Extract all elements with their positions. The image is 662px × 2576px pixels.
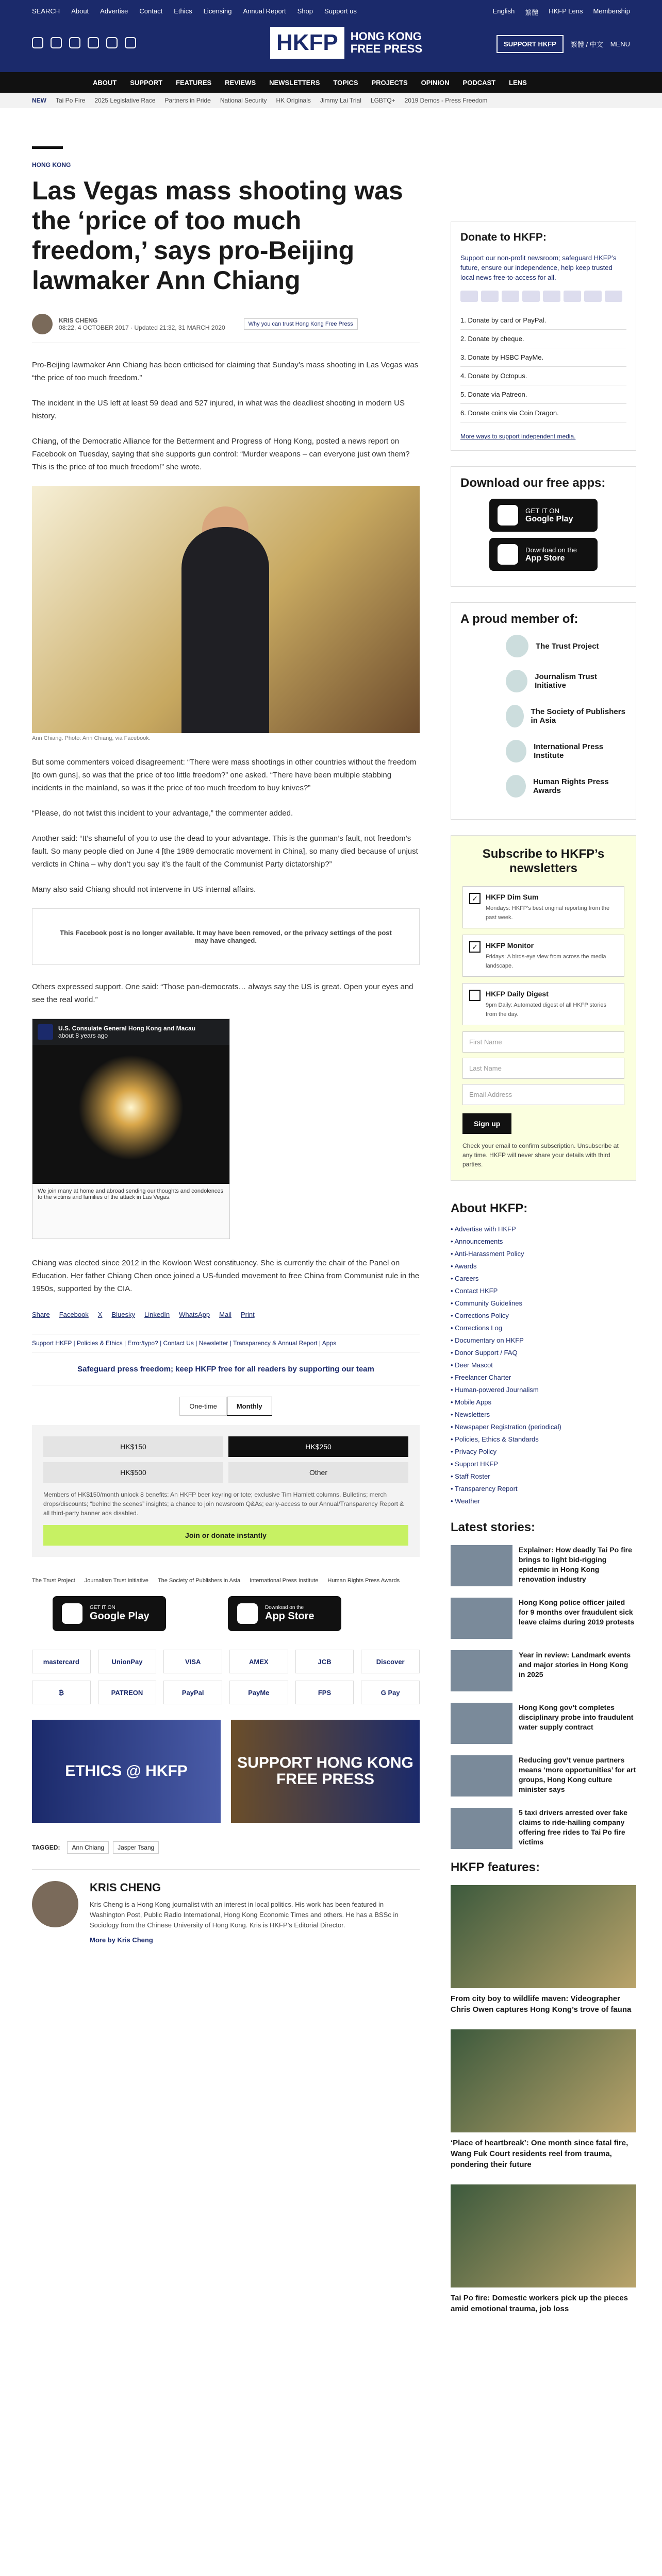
features-list bbox=[451, 1885, 636, 2314]
payment-logo[interactable]: VISA bbox=[163, 1650, 222, 1673]
about-link[interactable]: • Donor Support / FAQ bbox=[451, 1349, 518, 1357]
photo-caption: Ann Chiang. Photo: Ann Chiang, via Facebook. bbox=[32, 735, 151, 741]
article-title: Las Vegas mass shooting was the ‘price of too much freedom,’ says pro-Beijing lawmaker Ann Chiang bbox=[32, 176, 403, 295]
x-icon[interactable] bbox=[51, 37, 62, 48]
paragraph: The incident in the US left at least 59 dead and 527 injured, in what was the deadliest shooting in modern US history. bbox=[32, 399, 405, 420]
newsletter-title: Subscribe to HKFP’s newsletters bbox=[482, 847, 605, 875]
payment-logo[interactable]: mastercard bbox=[32, 1650, 91, 1673]
top-right-links bbox=[493, 7, 630, 17]
donate-option[interactable]: 6. Donate coins via Coin Dragon. bbox=[460, 404, 626, 422]
about-link[interactable]: • Announcements bbox=[451, 1238, 503, 1245]
promo-videos bbox=[32, 1720, 420, 1823]
story-thumbnail bbox=[451, 1703, 512, 1744]
facebook-embed-removed: This Facebook post is no longer available. It may have been removed, or the privacy settings of the post may have changed. bbox=[32, 908, 420, 965]
story-item[interactable] bbox=[451, 1545, 636, 1586]
story-title: Hong Kong police officer jailed for 9 months over fraudulent sick leave claims during 2019 protests bbox=[519, 1598, 635, 1626]
newsletter-info bbox=[486, 941, 618, 970]
newsletter-name: HKFP Monitor bbox=[486, 941, 534, 950]
freq-option[interactable]: One-time bbox=[179, 1397, 226, 1416]
feature-image bbox=[451, 2029, 636, 2132]
top-bar bbox=[0, 0, 662, 72]
donate-option[interactable]: 2. Donate by cheque. bbox=[460, 330, 626, 348]
top-right-link[interactable]: 繁體 bbox=[525, 9, 539, 16]
language-switch[interactable]: 繁體 / 中文 bbox=[570, 41, 603, 48]
nav-item[interactable]: TOPICS bbox=[333, 78, 358, 87]
app-store-button[interactable] bbox=[228, 1596, 341, 1631]
tag[interactable]: Ann Chiang bbox=[67, 1841, 109, 1854]
about-link[interactable]: • Newspaper Registration (periodical) bbox=[451, 1423, 561, 1431]
badge[interactable]: International Press Institute bbox=[250, 1578, 319, 1584]
org-icon bbox=[506, 670, 527, 692]
payment-logo[interactable]: FPS bbox=[295, 1681, 354, 1704]
about-widget bbox=[451, 1201, 636, 1505]
member-org[interactable] bbox=[506, 775, 626, 798]
newsletter-name: HKFP Daily Digest bbox=[486, 990, 549, 998]
story-title: Year in review: Landmark events and major stories in Hong Kong in 2025 bbox=[519, 1651, 631, 1679]
author-box bbox=[32, 1869, 420, 1945]
card-icon bbox=[481, 291, 499, 302]
card-icon bbox=[543, 291, 560, 302]
newsletter-widget bbox=[451, 835, 636, 1181]
story-thumbnail bbox=[451, 1755, 512, 1797]
trending-item[interactable]: HK Originals bbox=[276, 97, 311, 104]
top-link[interactable]: Licensing bbox=[203, 7, 232, 15]
donate-option[interactable]: 5. Donate via Patreon. bbox=[460, 385, 626, 404]
author-info bbox=[90, 1881, 420, 1945]
paragraph: “Please, do not twist this incident to your advantage,” the commenter added. bbox=[32, 809, 293, 818]
member-org-name: Human Rights Press Awards bbox=[533, 777, 609, 795]
share-link[interactable]: LinkedIn bbox=[144, 1311, 170, 1318]
share-link[interactable]: X bbox=[97, 1311, 103, 1318]
nav-item[interactable]: FEATURES bbox=[176, 78, 212, 87]
story-title: 5 taxi drivers arrested over fake claims to ride-hailing company offering free rides to Tai Po fire victims bbox=[519, 1808, 627, 1846]
payment-logo[interactable]: PATREON bbox=[98, 1681, 157, 1704]
nav-item[interactable]: PROJECTS bbox=[371, 78, 408, 87]
youtube-icon[interactable] bbox=[88, 37, 99, 48]
member-org-name: Journalism Trust Initiative bbox=[535, 672, 597, 690]
donate-widget bbox=[451, 222, 636, 451]
about-link[interactable]: • Transparency Report bbox=[451, 1485, 518, 1493]
author-name[interactable]: KRIS CHENG bbox=[59, 317, 98, 324]
story-thumbnail bbox=[451, 1808, 512, 1849]
site-logo[interactable] bbox=[270, 27, 422, 59]
about-link[interactable]: • Support HKFP bbox=[451, 1460, 498, 1468]
nav-item[interactable]: PODCAST bbox=[462, 78, 496, 87]
donate-text[interactable]: Support our non-profit newsroom; safeguard HKFP’s future, ensure our independence, help keep trusted local news free-to-access for all. bbox=[460, 254, 617, 281]
donation-box bbox=[32, 1425, 420, 1557]
paragraph: Pro-Beijing lawmaker Ann Chiang has been criticised for claiming that Sunday’s mass shooting in Las Vegas was “the price of too much freedom.” bbox=[32, 361, 419, 382]
trending-item[interactable]: Tai Po Fire bbox=[56, 97, 86, 104]
google-play-button[interactable] bbox=[53, 1596, 166, 1631]
payment-logo[interactable]: JCB bbox=[295, 1650, 354, 1673]
top-link[interactable]: Shop bbox=[297, 7, 313, 15]
app-badge-name: App Store bbox=[525, 553, 565, 563]
trending-item[interactable]: Partners in Pride bbox=[164, 97, 211, 104]
amount-option[interactable]: HK$250 bbox=[228, 1436, 408, 1457]
instagram-icon[interactable] bbox=[69, 37, 80, 48]
share-link[interactable]: Share bbox=[32, 1311, 50, 1318]
story-item[interactable] bbox=[451, 1703, 636, 1744]
member-widget bbox=[451, 602, 636, 820]
feature-card[interactable] bbox=[451, 2029, 636, 2170]
payment-logo[interactable]: Discover bbox=[361, 1650, 420, 1673]
byline bbox=[32, 314, 420, 343]
newsletter-desc: Mondays: HKFP’s best original reporting from the past week. bbox=[486, 905, 610, 921]
last-name-field[interactable]: Last Name bbox=[462, 1058, 624, 1079]
org-icon bbox=[506, 740, 526, 762]
top-link[interactable]: Advertise bbox=[100, 7, 128, 15]
app-badge-caption: GET IT ON bbox=[525, 506, 560, 515]
top-links bbox=[32, 7, 357, 15]
share-link[interactable]: Mail bbox=[219, 1311, 231, 1318]
top-right-link[interactable]: Membership bbox=[593, 7, 630, 15]
support-button[interactable]: SUPPORT HKFP bbox=[496, 35, 564, 53]
card-icon bbox=[564, 291, 581, 302]
tags bbox=[32, 1841, 420, 1854]
apps-widget bbox=[451, 466, 636, 587]
member-org[interactable] bbox=[506, 670, 626, 692]
share-link[interactable]: WhatsApp bbox=[179, 1311, 210, 1318]
story-item[interactable] bbox=[451, 1650, 636, 1691]
google-play-button[interactable] bbox=[489, 499, 598, 532]
article-photo bbox=[32, 486, 420, 733]
page-avatar bbox=[38, 1024, 53, 1040]
fb-post-text: We join many at home and abroad sending our thoughts and condolences to the victims and families of the attack in Las Vegas. bbox=[38, 1188, 223, 1200]
tags-label: TAGGED: bbox=[32, 1844, 60, 1851]
title-rule bbox=[32, 146, 63, 149]
trending-item[interactable]: National Security bbox=[220, 97, 267, 104]
nav-item[interactable]: ABOUT bbox=[93, 78, 117, 87]
card-icon bbox=[460, 291, 478, 302]
badge[interactable]: The Trust Project bbox=[32, 1578, 75, 1584]
about-link[interactable]: • Privacy Policy bbox=[451, 1448, 497, 1455]
about-link[interactable]: • Careers bbox=[451, 1275, 479, 1282]
donate-button[interactable]: Join or donate instantly bbox=[43, 1525, 408, 1546]
payment-methods bbox=[32, 1650, 420, 1704]
card-icon bbox=[605, 291, 622, 302]
member-org-name: International Press Institute bbox=[534, 742, 604, 760]
story-item[interactable] bbox=[451, 1808, 636, 1849]
logo-line: FREE PRESS bbox=[350, 42, 423, 55]
newsletter-info bbox=[486, 990, 618, 1019]
about-link[interactable]: • Corrections Log bbox=[451, 1324, 502, 1332]
paragraph: But some commenters voiced disagreement: “There were mass shootings in other countries without the freedom [to own guns], so was that the price of too little freedom?” one asked. “There have been multiple stabbing incidents in the mainland, so was it the price of too much freedom to buy knives?” bbox=[32, 758, 417, 792]
org-icon bbox=[506, 635, 528, 657]
about-link[interactable]: • Advertise with HKFP bbox=[451, 1225, 516, 1233]
donate-option[interactable]: 1. Donate by card or PayPal. bbox=[460, 311, 626, 330]
donate-title: Donate to HKFP: bbox=[460, 231, 547, 243]
donate-option[interactable]: 4. Donate by Octopus. bbox=[460, 367, 626, 385]
app-badge-caption: Download on the bbox=[525, 546, 577, 554]
trending-label: NEW bbox=[32, 97, 46, 104]
features-widget bbox=[451, 1860, 636, 2314]
about-link[interactable]: • Policies, Ethics & Standards bbox=[451, 1435, 539, 1443]
facebook-embed[interactable] bbox=[32, 1019, 230, 1239]
first-name-field[interactable]: First Name bbox=[462, 1031, 624, 1053]
author-avatar bbox=[32, 314, 53, 334]
trending-bar bbox=[0, 93, 662, 108]
more-ways-link[interactable]: More ways to support independent media. bbox=[460, 433, 576, 440]
trending-item[interactable]: Jimmy Lai Trial bbox=[320, 97, 361, 104]
amount-option[interactable]: Other bbox=[228, 1462, 408, 1483]
card-logos bbox=[460, 291, 626, 302]
share-link[interactable]: Facebook bbox=[59, 1311, 89, 1318]
photo-subject bbox=[181, 527, 269, 733]
story-thumbnail bbox=[451, 1650, 512, 1691]
newsletter-option[interactable] bbox=[462, 983, 624, 1025]
newsletter-info bbox=[486, 893, 618, 922]
feature-image bbox=[451, 1885, 636, 1988]
story-thumbnail bbox=[451, 1545, 512, 1586]
payment-logo[interactable]: PayMe bbox=[229, 1681, 288, 1704]
member-org-name: The Society of Publishers in Asia bbox=[531, 707, 625, 725]
payment-logo[interactable]: UnionPay bbox=[98, 1650, 157, 1673]
top-link[interactable]: About bbox=[71, 7, 89, 15]
footer-links[interactable]: Support HKFP | Policies & Ethics | Error/typo? | Contact Us | Newsletter | Transparency & Annual Report | Apps bbox=[32, 1334, 420, 1352]
author-box-name: KRIS CHENG bbox=[90, 1881, 161, 1894]
facebook-embed-header bbox=[32, 1019, 229, 1045]
story-item[interactable] bbox=[451, 1598, 636, 1639]
card-icon bbox=[584, 291, 602, 302]
amount-option[interactable]: HK$500 bbox=[43, 1462, 223, 1483]
facebook-embed-meta bbox=[58, 1025, 195, 1039]
newsletter-checkbox[interactable]: ✓ bbox=[469, 893, 481, 904]
about-link[interactable]: • Weather bbox=[451, 1497, 481, 1505]
about-link[interactable]: • Mobile Apps bbox=[451, 1398, 491, 1406]
newsletter-note: Check your email to confirm subscription. Unsubscribe at any time. HKFP will never share your details with third parties. bbox=[462, 1142, 619, 1168]
telegram-icon[interactable] bbox=[106, 37, 118, 48]
share-link[interactable]: Print bbox=[240, 1311, 255, 1318]
top-link[interactable]: Annual Report bbox=[243, 7, 286, 15]
fb-time: about 8 years ago bbox=[58, 1032, 108, 1039]
member-org[interactable] bbox=[506, 740, 626, 762]
newsletter-name: HKFP Dim Sum bbox=[486, 893, 539, 901]
card-icon bbox=[522, 291, 540, 302]
about-link[interactable]: • Anti-Harassment Policy bbox=[451, 1250, 524, 1258]
about-link[interactable]: • Documentary on HKFP bbox=[451, 1336, 524, 1344]
badge[interactable]: The Society of Publishers in Asia bbox=[157, 1578, 241, 1584]
apps-title: Download our free apps: bbox=[460, 476, 606, 490]
logo-text bbox=[351, 30, 422, 55]
support-video[interactable]: SUPPORT HONG KONG FREE PRESS bbox=[231, 1720, 420, 1823]
about-list bbox=[451, 1225, 636, 1505]
logo-line: HONG KONG bbox=[350, 30, 422, 43]
linkedin-icon[interactable] bbox=[125, 37, 136, 48]
about-link[interactable]: • Human-powered Journalism bbox=[451, 1386, 539, 1394]
share-link[interactable]: Bluesky bbox=[111, 1311, 135, 1318]
trending-item[interactable]: 2019 Demos - Press Freedom bbox=[404, 97, 488, 104]
facebook-icon[interactable] bbox=[32, 37, 43, 48]
app-badge-name: Google Play bbox=[90, 1611, 150, 1622]
newsletter-checkbox[interactable]: ✓ bbox=[469, 941, 481, 953]
member-title: A proud member of: bbox=[460, 612, 578, 626]
app-badge-name: App Store bbox=[265, 1611, 315, 1622]
article-category[interactable]: HONG KONG bbox=[32, 161, 71, 168]
nav-item[interactable]: NEWSLETTERS bbox=[269, 78, 320, 87]
donate-option[interactable]: 3. Donate by HSBC PayMe. bbox=[460, 348, 626, 367]
trending-item[interactable]: 2025 Legislative Race bbox=[94, 97, 156, 104]
nav-item[interactable]: SUPPORT bbox=[130, 78, 163, 87]
main-nav bbox=[0, 72, 662, 93]
member-org[interactable] bbox=[506, 705, 626, 727]
nav-item[interactable]: REVIEWS bbox=[225, 78, 256, 87]
feature-title: ‘Place of heartbreak’: One month since fatal fire, Wang Fuk Court residents reel from trauma, pondering their future bbox=[451, 2139, 628, 2169]
feature-image bbox=[451, 2184, 636, 2287]
about-title: About HKFP: bbox=[451, 1201, 528, 1215]
paragraph: Others expressed support. One said: “Those pan-democrats… always say the US is great. Open your eyes and see the real world.” bbox=[32, 982, 413, 1004]
nav-item[interactable]: LENS bbox=[509, 78, 527, 87]
nav-item[interactable]: OPINION bbox=[421, 78, 450, 87]
story-item[interactable] bbox=[451, 1755, 636, 1797]
logo-mark: HKFP bbox=[270, 27, 344, 59]
about-link[interactable]: • Deer Mascot bbox=[451, 1361, 493, 1369]
paragraph: Many also said Chiang should not intervene in US internal affairs. bbox=[32, 885, 256, 894]
app-store-buttons bbox=[53, 1596, 420, 1631]
header-actions bbox=[496, 35, 630, 53]
about-link[interactable]: • Freelancer Charter bbox=[451, 1374, 511, 1381]
email-field[interactable]: Email Address bbox=[462, 1084, 624, 1105]
sidebar bbox=[451, 222, 636, 2329]
top-right-link[interactable]: English bbox=[492, 7, 515, 15]
card-icon bbox=[502, 291, 519, 302]
top-link[interactable]: Ethics bbox=[174, 7, 192, 15]
about-link[interactable]: • Community Guidelines bbox=[451, 1299, 522, 1307]
paragraph: Chiang was elected since 2012 in the Kowloon West constituency. She is currently the chair of the Panel on Education. Her father Chiang Chen once joined a US-funded movement to free China from Communist rule in the 1950s, supported by the CIA. bbox=[32, 1259, 420, 1293]
member-org-name: The Trust Project bbox=[536, 641, 599, 651]
social-icons bbox=[32, 37, 136, 48]
member-org[interactable] bbox=[506, 635, 626, 657]
story-thumbnail bbox=[451, 1598, 512, 1639]
newsletter-desc: 9pm Daily: Automated digest of all HKFP stories from the day. bbox=[486, 1002, 606, 1018]
trust-link[interactable]: Why you can trust Hong Kong Free Press bbox=[244, 318, 358, 330]
org-icon bbox=[506, 705, 524, 727]
app-badge-caption: GET IT ON bbox=[90, 1605, 115, 1611]
donate-options bbox=[460, 311, 626, 422]
top-link[interactable]: Support us bbox=[324, 7, 357, 15]
frequency-toggle bbox=[32, 1397, 420, 1416]
byline-text bbox=[59, 317, 225, 331]
article-body bbox=[32, 359, 420, 1295]
payment-logo[interactable]: G Pay bbox=[361, 1681, 420, 1704]
safeguard-text: Safeguard press freedom; keep HKFP free for all readers by supporting our team bbox=[32, 1365, 420, 1385]
paragraph: Chiang, of the Democratic Alliance for the Betterment and Progress of Hong Kong, posted a news report on Facebook on Tuesday, saying that she supports gun control: “Murder weapons – can everyone just own them? This is the price of too much freedom!” she wrote. bbox=[32, 437, 410, 471]
more-by-author-link[interactable]: More by Kris Cheng bbox=[90, 1936, 153, 1944]
latest-stories bbox=[451, 1520, 636, 1849]
newsletter-option[interactable] bbox=[462, 935, 624, 977]
about-link[interactable]: • Awards bbox=[451, 1262, 477, 1270]
app-store-button[interactable] bbox=[489, 538, 598, 571]
tag[interactable]: Jasper Tsang bbox=[113, 1841, 159, 1854]
amount-options bbox=[43, 1436, 408, 1483]
top-link[interactable]: Contact bbox=[139, 7, 163, 15]
newsletter-option[interactable] bbox=[462, 886, 624, 928]
feature-card[interactable] bbox=[451, 1885, 636, 2015]
story-title: Hong Kong gov’t completes disciplinary probe into fraudulent water supply contract bbox=[519, 1703, 634, 1731]
org-icon bbox=[506, 775, 526, 798]
payment-logo[interactable]: PayPal bbox=[163, 1681, 222, 1704]
newsletter-desc: Fridays: A birds-eye view from across the media landscape. bbox=[486, 954, 606, 969]
author-bio: Kris Cheng is a Hong Kong journalist with an interest in local politics. His work has been featured in Washington Post, Public Radio International, Hong Kong Economic Times and others. He has a BSSc in Sociology from the Chinese University of Hong Kong. Kris is HKFP’s Editorial Director. bbox=[90, 1901, 399, 1929]
candle-image bbox=[32, 1045, 229, 1184]
story-title: Explainer: How deadly Tai Po fire brings to light bid-rigging epidemic in Hong Kong renovation industry bbox=[519, 1546, 632, 1583]
trending-item[interactable]: LGBTQ+ bbox=[370, 97, 395, 104]
badge[interactable]: Journalism Trust Initiative bbox=[84, 1578, 148, 1584]
menu-button[interactable]: MENU bbox=[610, 40, 630, 48]
author-photo bbox=[32, 1881, 78, 1927]
feature-title: Tai Po fire: Domestic workers pick up the pieces amid emotional trauma, job loss bbox=[451, 2294, 628, 2313]
member-benefits: Members of HK$150/month unlock 8 benefits: An HKFP beer keyring or tote; exclusive Tim Hamlett columns, Bulletins; merch drops/discounts; “behind the scenes” insights; a chance to join newsroom Q&As; early-access to our Annual/Transparency Report & all third-party banner ads disabled. bbox=[43, 1491, 404, 1517]
ethics-video[interactable]: ETHICS @ HKFP bbox=[32, 1720, 221, 1823]
top-link[interactable]: SEARCH bbox=[32, 7, 60, 15]
member-badges bbox=[32, 1578, 420, 1584]
latest-title: Latest stories: bbox=[451, 1520, 536, 1534]
newsletter-checkbox[interactable] bbox=[469, 990, 481, 1001]
story-title: Reducing gov’t venue partners means ‘more opportunities’ for art groups, Hong Kong culture minister says bbox=[519, 1756, 636, 1793]
paragraph: Another said: “It’s shameful of you to use the dead to your advantage. This is the gunman’s fault, not freedom’s fault. So many people died on June 4 [the 1989 democratic movement in China], so many died because of unjust verdicts in China – why don’t you say it’s the fault of the Communist Party dictatorship?” bbox=[32, 834, 418, 869]
signup-button[interactable]: Sign up bbox=[462, 1113, 511, 1134]
about-link[interactable]: • Newsletters bbox=[451, 1411, 490, 1418]
badge[interactable]: Human Rights Press Awards bbox=[327, 1578, 400, 1584]
top-right-link[interactable]: HKFP Lens bbox=[549, 7, 583, 15]
payment-logo[interactable]: ₿ bbox=[32, 1681, 91, 1704]
app-badge-name: Google Play bbox=[525, 514, 573, 523]
about-link[interactable]: • Staff Roster bbox=[451, 1472, 490, 1480]
features-title: HKFP features: bbox=[451, 1860, 540, 1874]
fb-page-name[interactable]: U.S. Consulate General Hong Kong and Macau bbox=[58, 1025, 196, 1032]
freq-option[interactable]: Monthly bbox=[227, 1397, 272, 1416]
article-column bbox=[32, 122, 420, 1945]
feature-title: From city boy to wildlife maven: Videographer Chris Owen captures Hong Kong’s trove of fauna bbox=[451, 1994, 632, 2014]
app-badge-caption: Download on the bbox=[265, 1605, 304, 1611]
article-dates: 08:22, 4 OCTOBER 2017 · Updated 21:32, 31 MARCH 2020 bbox=[59, 324, 225, 331]
payment-logo[interactable]: AMEX bbox=[229, 1650, 288, 1673]
share-bar bbox=[32, 1311, 420, 1325]
amount-option[interactable]: HK$150 bbox=[43, 1436, 223, 1457]
about-link[interactable]: • Corrections Policy bbox=[451, 1312, 509, 1319]
feature-card[interactable] bbox=[451, 2184, 636, 2314]
latest-list bbox=[451, 1545, 636, 1849]
about-link[interactable]: • Contact HKFP bbox=[451, 1287, 498, 1295]
